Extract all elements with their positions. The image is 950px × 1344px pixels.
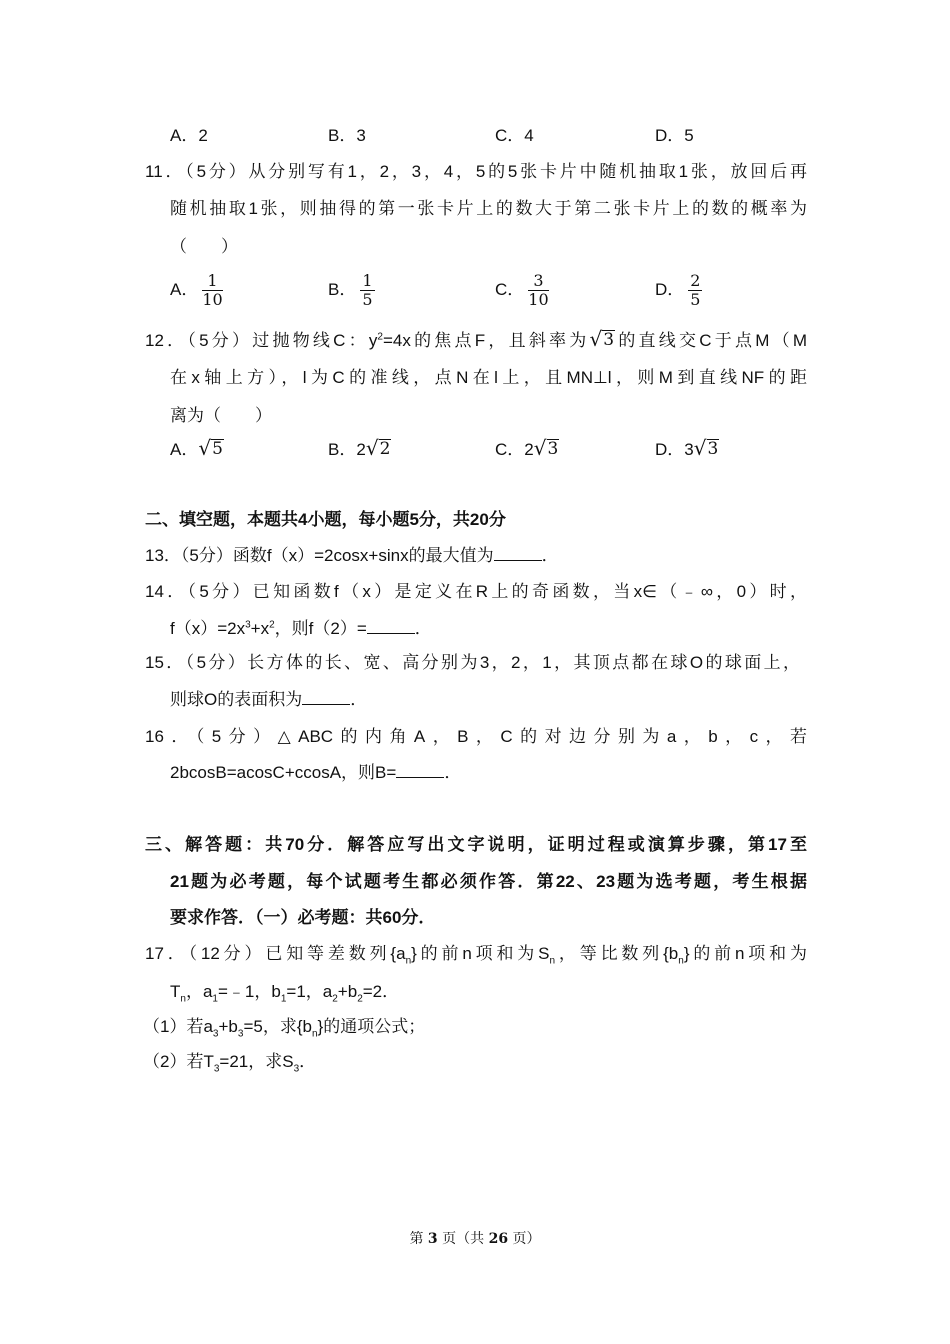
q12-option-a	[170, 437, 224, 463]
q15-line	[145, 650, 800, 676]
text-run: （1）若a	[143, 1017, 213, 1036]
q12-line	[170, 365, 807, 391]
subscript: 1	[212, 993, 218, 1005]
section2-heading: 二、填空题，本题共4小题，每小题5分，共20分	[145, 510, 506, 529]
superscript: 2	[269, 619, 275, 631]
page-footer	[0, 1228, 950, 1248]
fraction	[688, 272, 702, 309]
option-label: D．	[655, 440, 685, 459]
denominator: 10	[528, 290, 549, 309]
option-label: A．	[170, 440, 199, 459]
text-run: （2）若T	[143, 1052, 214, 1071]
text-run: 17．（12分）已知等差数列{a	[145, 944, 406, 963]
numerator: 1	[362, 271, 373, 290]
q12-option-b	[328, 437, 391, 463]
q10-option-b: B．3	[328, 126, 366, 145]
option-label: A．	[170, 279, 199, 299]
text-run: 12．（5分）过抛物线C：y	[145, 331, 378, 350]
radicand: 3	[547, 439, 559, 459]
radicand: 5	[212, 439, 223, 459]
text-run: ．	[299, 1052, 317, 1071]
subscript: 1	[280, 993, 287, 1005]
text-run: }的前n项和为S	[411, 944, 550, 963]
text-run: ，则f（2）=	[274, 619, 367, 638]
text-run: +b	[337, 982, 358, 1001]
fraction	[528, 272, 548, 309]
text-run: =1，a	[286, 982, 333, 1001]
text-run: （ ）	[170, 237, 238, 256]
text-run: =﹣1，b	[217, 982, 281, 1001]
subscript: 3	[212, 1028, 219, 1040]
radicand: 3	[707, 439, 719, 459]
text-run: =2．	[362, 982, 400, 1001]
q11-option-c	[495, 272, 549, 309]
q14-line	[170, 616, 432, 642]
text-run: ．	[414, 619, 432, 638]
q12-line	[145, 328, 807, 354]
subscript: n	[678, 955, 684, 967]
footer-page-number: 3	[427, 1231, 438, 1247]
q16-line	[170, 760, 461, 786]
q12-option-d	[655, 437, 719, 463]
subscript: n	[549, 955, 556, 967]
subscript: 3	[293, 1063, 300, 1075]
q10-option-c: C．4	[495, 126, 534, 145]
radical-sign-icon: √	[533, 436, 547, 460]
denominator: 10	[202, 290, 223, 309]
q11-option-a	[170, 272, 223, 309]
subscript: 3	[237, 1028, 244, 1040]
radicand: 3	[603, 330, 615, 350]
q12-option-c	[495, 437, 559, 463]
subscript: 2	[332, 993, 338, 1005]
text-run: f（x）=2x	[170, 619, 246, 638]
radical-sign-icon: √	[198, 436, 212, 460]
text-run: ，等比数列{b	[555, 944, 679, 963]
coefficient: 2	[524, 440, 534, 459]
text-run: 14．（5分）已知函数f（x）是定义在R上的奇函数，当x∈（﹣∞，0）时，	[145, 582, 807, 601]
text-run: +x	[250, 619, 270, 638]
q15-line	[170, 687, 367, 713]
q17-line	[145, 941, 807, 967]
radicand: 2	[379, 439, 391, 459]
text-run: }的前n项和为	[683, 944, 807, 963]
text-run: ，a	[185, 982, 213, 1001]
subscript: 2	[357, 993, 363, 1005]
q13-line	[145, 543, 559, 569]
option-label: B．	[328, 440, 357, 459]
q10-option-a: A．2	[170, 126, 208, 145]
text-run: ．	[541, 546, 559, 565]
option-label: D．	[655, 279, 685, 299]
q14-line	[145, 579, 807, 605]
text-run: 的直线交C于点M（M	[615, 331, 807, 350]
text-run: 16．（5分）△ABC的内角A，B，C的对边分别为a，b，c，若	[145, 727, 807, 746]
q17-part-2	[143, 1049, 316, 1075]
numerator: 1	[202, 272, 222, 291]
option-label: B．	[328, 279, 357, 299]
q11-line	[170, 196, 807, 222]
section3-heading: 21题为必考题，每个试题考生都必须作答．第22、23题为选考题，考生根据	[170, 872, 807, 891]
text-run: =21，求S	[219, 1052, 294, 1071]
denominator: 5	[362, 290, 373, 309]
sqrt-expression	[366, 438, 392, 458]
radical-sign-icon: √	[693, 436, 707, 460]
text-run: 11．（5分）从分别写有1，2，3，4，5的5张卡片中随机抽取1张，放回后再	[145, 162, 807, 181]
denominator: 5	[690, 290, 701, 309]
footer-suffix: 页）	[512, 1231, 541, 1247]
text-run: 2bcosB=acosC+ccosA，则B=	[170, 763, 397, 782]
text-run: 15．（5分）长方体的长、宽、高分别为3，2，1，其顶点都在球O的球面上，	[145, 653, 800, 672]
text-run: ．	[444, 763, 462, 782]
sqrt-expression	[198, 438, 224, 458]
answer-blank	[494, 544, 542, 561]
sqrt-expression	[694, 438, 720, 458]
q11-option-d	[655, 272, 702, 309]
footer-middle: 页（共	[442, 1231, 485, 1247]
numerator: 2	[690, 271, 701, 290]
subscript: 3	[213, 1063, 220, 1075]
radical-sign-icon: √	[365, 436, 379, 460]
coefficient: 3	[684, 440, 694, 459]
text-run: =4x的焦点F，且斜率为	[382, 331, 590, 350]
superscript: 3	[245, 619, 251, 631]
q17-part-1	[143, 1014, 425, 1040]
text-run: +b	[218, 1017, 238, 1036]
footer-prefix: 第	[409, 1231, 424, 1247]
text-run: T	[170, 982, 181, 1001]
q17-line	[170, 979, 399, 1005]
footer-total-pages: 26	[488, 1231, 509, 1247]
subscript: n	[180, 993, 186, 1005]
radical-sign-icon: √	[589, 327, 603, 351]
text-run: 13．（5分）函数f（x）=2cosx+sinx的最大值为	[145, 546, 494, 565]
q10-option-d: D．5	[655, 126, 694, 145]
fraction	[202, 272, 222, 309]
coefficient: 2	[356, 440, 366, 459]
option-label: C．	[495, 279, 525, 299]
text-run: 离为（ ）	[170, 406, 272, 425]
text-run: 随机抽取1张，则抽得的第一张卡片上的数大于第二张卡片上的数的概率为	[170, 199, 807, 218]
answer-blank	[367, 617, 415, 634]
option-label: C．	[495, 440, 525, 459]
q11-option-b	[328, 272, 375, 309]
sqrt-expression	[534, 438, 560, 458]
superscript: 2	[377, 331, 383, 343]
numerator: 3	[528, 272, 548, 291]
fraction	[360, 272, 374, 309]
section3-heading: 要求作答．（一）必考题：共60分．	[170, 908, 436, 927]
text-run: ．	[350, 690, 368, 709]
text-run: }的通项公式；	[317, 1017, 426, 1036]
q12-line	[170, 403, 272, 429]
answer-blank	[396, 761, 444, 778]
answer-blank	[302, 688, 350, 705]
text-run: 在x轴上方），l为C的准线，点N在l上，且MN⊥l，则M到直线NF的距	[170, 368, 807, 387]
subscript: n	[311, 1028, 318, 1040]
subscript: n	[405, 955, 412, 967]
text-run: =5，求{b	[243, 1017, 312, 1036]
q11-line	[170, 234, 238, 260]
sqrt-expression	[590, 329, 616, 349]
text-run: 则球O的表面积为	[170, 690, 303, 709]
section3-heading: 三、解答题：共70分．解答应写出文字说明，证明过程或演算步骤，第17至	[145, 835, 807, 854]
q16-line	[145, 724, 807, 750]
q11-line	[145, 159, 807, 185]
